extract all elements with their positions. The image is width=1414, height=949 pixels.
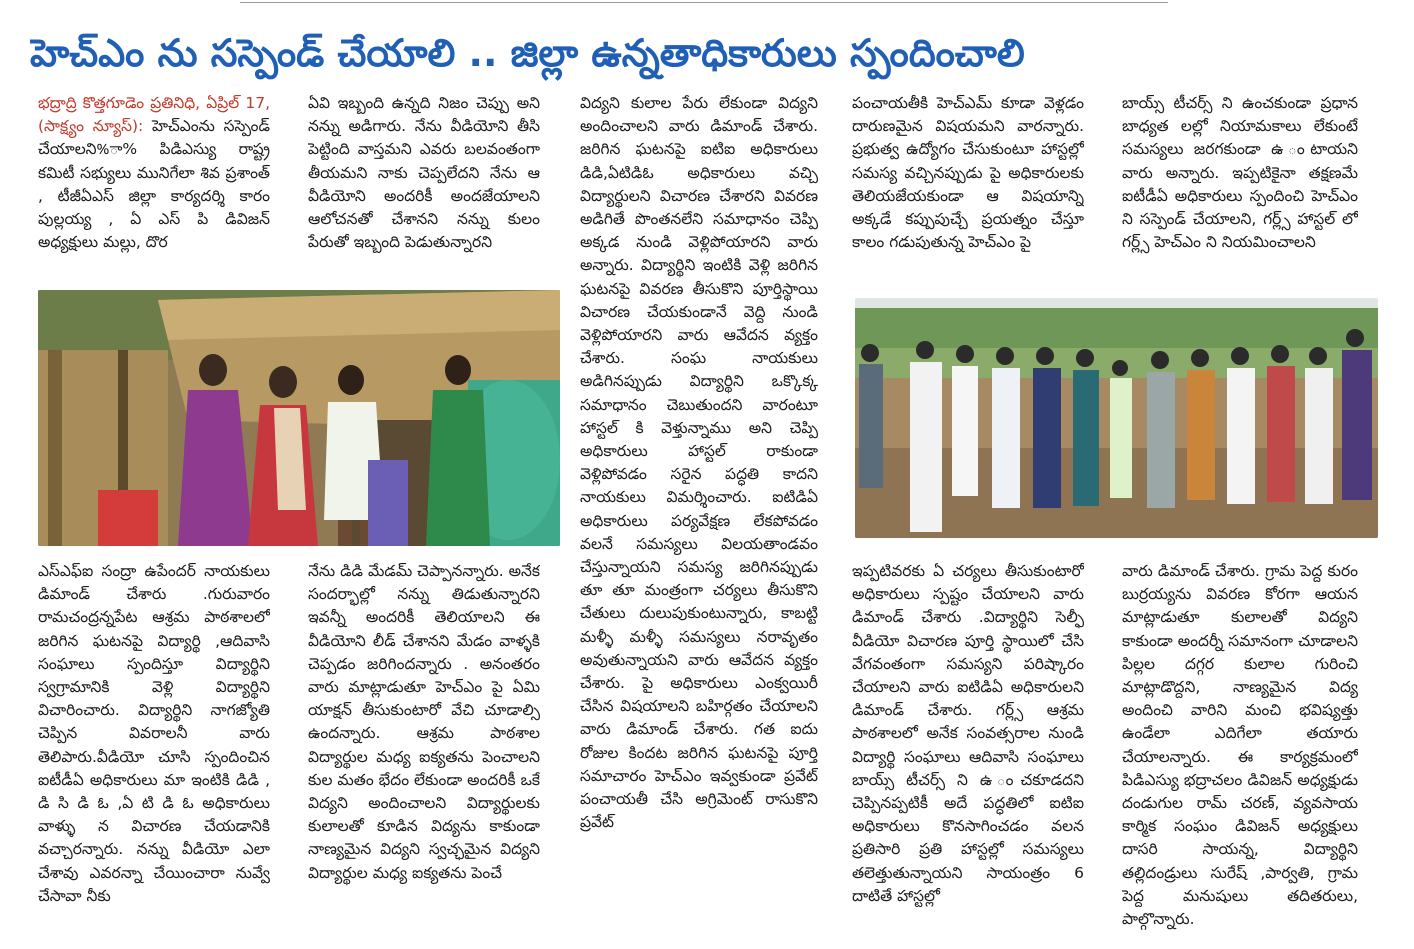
- column-1-top: [38, 92, 270, 282]
- column-4-bottom: ఇప్పటివరకు ఏ చర్యలు తీసుకుంటారో అధికారులు స్పష్టం చేయాలని వారు డిమాండ్ చేశారు .విద్యార్థిని సెల్ఫీ వీడియో విచారణ పూర్తి స్థాయిలో చేసి వేగవంతంగా సమస్యని పరిష్కారం చేయాలని వారు ఐటిడిఏ అధికారులని డిమాండ్ చేశారు. గర్ల్స్ ఆశ్రమ పాఠశాలలో అనేక సంవత్సరాల నుండి విద్యార్థి సంఘాలు ఆదివాసి సంఘాలు బాయ్స్ టీచర్స్ ని ఉ ంచకూడదని చెప్పినప్పటికీ అదే పద్ధతిలో ఐటిఐ అధికారులు కొనసాగించడం వలన ప్రతిసారి ప్రతి హాస్టల్లో సమస్యలు తలెత్తుతున్నాయని సాయంత్రం 6 దాటితే హాస్టల్లో: [852, 562, 1084, 905]
- column-5-top: బాయ్స్ టీచర్స్ ని ఉంచకుండా ప్రధాన బాధ్యత లల్లో నియామకాలు లేకుంటే సమస్యలు జరగకుండా ఉ ంటాయని వారు అన్నారు. ఇప్పటికైనా తక్షణమే ఐటీడీఏ అధికారులు స్పందించి హెచ్ఎం ని సస్పెండ్ చేయాలని, గర్ల్స్ హాస్టల్ లో గర్ల్స్ హెచ్ఎం ని నియమించాలని: [1122, 94, 1358, 252]
- dateline: భద్రాద్రి కొత్తగూడెం ప్రతినిధి, ఏప్రిల్ 17,(సాక్ష్యం న్యూస్):: [38, 94, 270, 136]
- photo-group-in-field: [855, 298, 1378, 538]
- column-2-bottom: నేను డిడి మేడమ్ చెప్పానన్నారు. అనేక సందర్భాల్లో నన్ను తిడుతున్నారని ఇవన్నీ అందరికీ తెలియాలని ఈ వీడియోని లీడ్ చేశానని మేడం వాళ్ళకి చెప్పడం జరిగిందన్నారు . అనంతరం వారు మాట్లాడుతూ హెచ్ఎం పై ఏమి యాక్షన్ తీసుకుంటారో వేచి చూడాల్సి ఉందన్నారు. ఆశ్రమ పాఠశాల విద్యార్థుల మధ్య ఐక్యతను పెంచాలని కుల మతం భేదం లేకుండా అందరికీ ఒకే విద్యని అందించాలని విద్యార్థులకు కులాలతో కూడిన విద్యను కాకుండా నాణ్యమైన విద్యని స్వచ్ఛమైన విద్యని విద్యార్థుల మధ్య ఐక్యతను పెంచే: [308, 562, 540, 882]
- column-5-bottom: వారు డిమాండ్ చేశారు. గ్రామ పెద్ద కురం బుర్రయ్యను వివరణ కోరగా ఆయన మాట్లాడుతూ కులాలతో విద్యని కాకుండా అందర్నీ సమానంగా చూడాలని పిల్లల దగ్గర కులాల గురించి మాట్లాడొద్దని, నాణ్యమైన విద్య అందించి వారిని మంచి భవిష్యత్తు ఉండేలా ఎదిగేలా తయారు చేయాలన్నారు. ఈ కార్యక్రమంలో పిడిఎస్యు భద్రాచలం డివిజన్ అధ్యక్షుడు దండుగుల రామ్ చరణ్, వ్యవసాయ కార్మిక సంఘం డివిజన్ అధ్యక్షులు దాసరి సాయన్న, విద్యార్థిని తల్లిదండ్రులు సురేష్ ,పార్వతి, గ్రామ పెద్ద మనుషులు తదితరులు, పాల్గొన్నారు.: [1122, 562, 1358, 929]
- column-1-top-text: హెచ్‌ఎంను సస్పెండ్ చేయాలని%ా% పిడిఎస్యు రాష్ట్ర కమిటీ సభ్యులు మునిగేలా శివ ప్రశాంత్ , టీజీఏఎస్ జిల్లా కార్యదర్శి కారం పుల్లయ్య , ఏ ఎస్ పి డివిజన్ అధ్యక్షులు మల్లు, దొర: [38, 117, 270, 252]
- photo-women-at-hut: [38, 290, 560, 546]
- column-3-text: విద్యని కులాల పేరు లేకుండా విద్యని అందించాలని వారు డిమాండ్ చేశారు. జరిగిన ఘటనపై ఐటిఐ అధికారులు డిడి,ఏటిడిఓ అధికారులు వచ్చి విద్యార్థులని విచారణ చేశారని వివరణ అడిగితే పొంతనలేని సమాధానం చెప్పి అక్కడ నుండి వెళ్లిపోయారని వారు అన్నారు. విద్యార్థిని ఇంటికి వెళ్లి జరిగిన ఘటనపై వివరణ తీసుకొని పూర్తిస్థాయి విచారణ చేయకుండానే వెద్ది నుండి వెళ్లిపోయారని వారు ఆవేదన వ్యక్తం చేశారు. సంఘ నాయకులు అడిగినప్పుడు విద్యార్థిని ఒక్కొక్క సమాధానం చెబుతుందని వారంటూ హాస్టల్ కి వెళ్తున్నాము అని చెప్పి అధికారులు హాస్టల్ రాకుండా వెళ్లిపోవడం సరైన పద్ధతి కాదని నాయకులు విమర్శించారు. ఐటిడిఏ అధికారులు పర్యవేక్షణ లేకపోవడం వలనే సమస్యలు విలయతాండవం చేస్తున్నాయని సమస్య జరిగినప్పుడు తూ తూ మంత్రంగా చర్యలు తీసుకొని చేతులు దులుపుకుంటున్నారు, కాబట్టి మళ్ళీ మళ్ళీ సమస్యలు నరావృతం అవుతున్నాయని వారు ఆవేదన వ్యక్తం చేశారు. పై అధికారులు ఎంక్వయిరీ చేసిన విషయాలని బహిర్గతం చేయాలని వారు డిమాండ్ చేశారు. గత ఐదు రోజుల కిందట జరిగిన ఘటనపై పూర్తి సమాచారం హెచ్ఎం ఇవ్వకుండా ప్రవేట్ పంచాయతీ చేసి అగ్రిమెంట్ రాసుకొని ప్రవేట్: [580, 94, 818, 832]
- column-4-top: పంచాయతీకి హెచ్ఎమ్ కూడా వెళ్లడం దారుణమైన విషయమని వారన్నారు. ప్రభుత్వ ఉద్యోగం చేసుకుంటూ హాస్టల్లో సమస్య వచ్చినప్పుడు పై అధికారులకు తెలియజేయకుండా ఆ విషయాన్ని అక్కడే కప్పుపుచ్చే ప్రయత్నం చేస్తూ కాలం గడుపుతున్న హెచ్ఎం పై: [852, 94, 1084, 252]
- column-1-bottom: ఎస్ఎఫ్ఐ సంద్రా ఉపేందర్ నాయకులు డిమాండ్ చేశారు .గురువారం రామచంద్రన్నపేట ఆశ్రమ పాఠశాలలో జరిగిన ఘటనపై విద్యార్థి ,ఆదివాసి సంఘాలు స్పందిస్తూ విద్యార్థిని స్వగ్రామానికి వెళ్లి విద్యార్థిని విచారించారు. విద్యార్థిని నాగజ్యోతి చెప్పిన వివరాలనీ వారు తెలిపారు.వీడియో చూసి స్పందించిన ఐటీడీఏ అధికారులు మా ఇంటికి డిడి , డి సి డి ఓ ,ఏ టి డి ఓ అధికారులు వాళ్ళు న విచారణ చేయడానికి వచ్చారన్నారు. నన్ను వీడియో ఎలా చేశావు ఎవరన్నా చేయించారా నువ్వే చేసావా నీకు: [38, 562, 270, 905]
- headline: హెచ్‌ఎం ను సస్పెండ్ చేయాలి .. జిల్లా ఉన్నతాధికారులు స్పందించాలి: [30, 31, 1025, 75]
- top-rule: [240, 2, 1168, 3]
- column-2-top: ఏవి ఇబ్బంది ఉన్నది నిజం చెప్పు అని నన్ను అడిగారు. నేను వీడియోని తీసి పెట్టింది వాస్తమని ఎవరు బలవంతంగా తీయమని నాకు చెప్పలేదని నేను ఆ వీడియోని అందరికీ అందజేయాలని ఆలోచనతో చేశానని నన్ను కులం పేరుతో ఇబ్బంది పెడుతున్నారని: [308, 94, 540, 252]
